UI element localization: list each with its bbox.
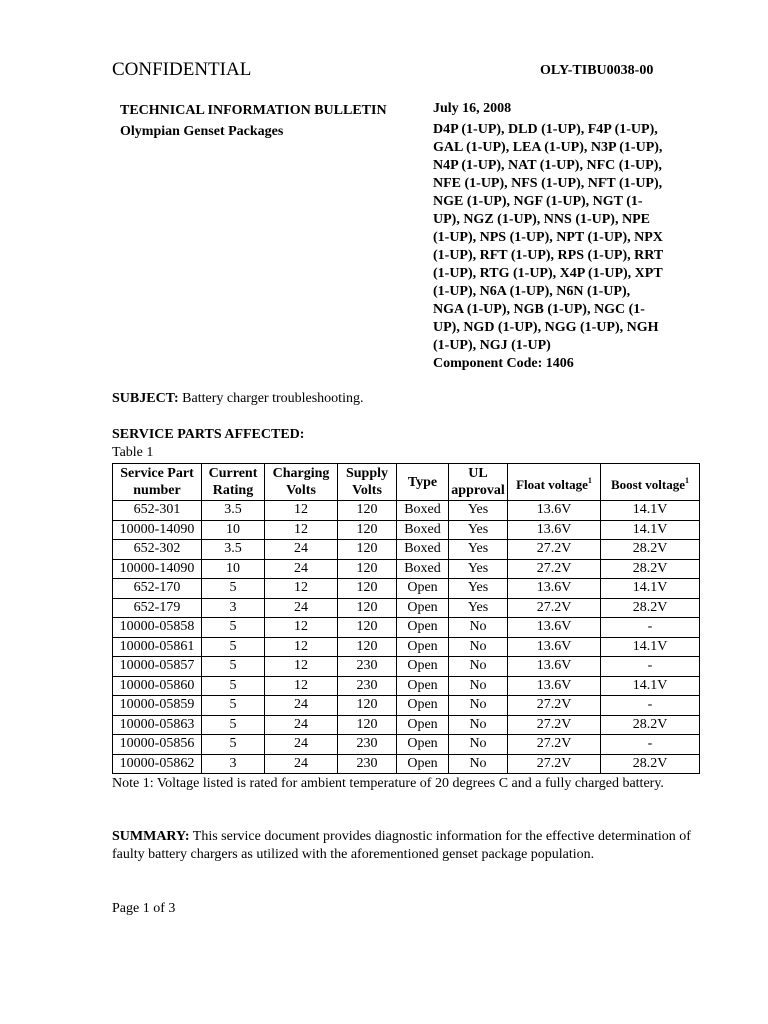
service-parts-heading: SERVICE PARTS AFFECTED: [112, 427, 305, 442]
cell-type: Open [397, 715, 449, 735]
model-line: GAL (1-UP), LEA (1-UP), N3P (1-UP), [433, 140, 663, 155]
header-type: Type [397, 464, 449, 501]
table-caption: Table 1 [112, 445, 154, 460]
header-float-voltage: Float voltage$^1$ [508, 464, 601, 501]
cell-current-rating: 3.5 [202, 540, 265, 560]
cell-supply-volts: 230 [338, 735, 397, 755]
cell-current-rating: 5 [202, 676, 265, 696]
subject-label: SUBJECT: [112, 391, 179, 406]
model-line: (1-UP), N6A (1-UP), N6N (1-UP), [433, 284, 631, 299]
model-line: (1-UP), NPS (1-UP), NPT (1-UP), NPX [433, 230, 663, 245]
model-line: NFE (1-UP), NFS (1-UP), NFT (1-UP), [433, 176, 663, 191]
cell-service-part-number: 10000-05863 [113, 715, 202, 735]
cell-current-rating: 5 [202, 657, 265, 677]
cell-charging-volts: 12 [265, 657, 338, 677]
cell-type: Open [397, 579, 449, 599]
header-boost-voltage: Boost voltage$^1$ [601, 464, 700, 501]
table-row [113, 540, 700, 560]
bulletin-title: TECHNICAL INFORMATION BULLETIN [120, 103, 387, 118]
table-row [113, 520, 700, 540]
cell-float-voltage: 13.6V [508, 501, 601, 521]
cell-service-part-number: 10000-05862 [113, 754, 202, 774]
cell-ul-approval: No [449, 637, 508, 657]
cell-supply-volts: 120 [338, 540, 397, 560]
cell-supply-volts: 120 [338, 559, 397, 579]
cell-type: Open [397, 676, 449, 696]
header-service-part: Service Part number [113, 464, 202, 501]
cell-service-part-number: 10000-05858 [113, 618, 202, 638]
cell-float-voltage: 13.6V [508, 618, 601, 638]
table-row [113, 618, 700, 638]
cell-service-part-number: 10000-05859 [113, 696, 202, 716]
model-line: UP), NGZ (1-UP), NNS (1-UP), NPE [433, 212, 650, 227]
cell-float-voltage: 27.2V [508, 559, 601, 579]
table-header-row [113, 464, 700, 501]
cell-supply-volts: 120 [338, 520, 397, 540]
cell-boost-voltage: - [601, 657, 700, 677]
model-line: D4P (1-UP), DLD (1-UP), F4P (1-UP), [433, 122, 658, 137]
cell-current-rating: 10 [202, 559, 265, 579]
bulletin-subtitle: Olympian Genset Packages [120, 124, 284, 139]
table-row [113, 696, 700, 716]
summary-label: SUMMARY: [112, 829, 190, 844]
cell-supply-volts: 120 [338, 579, 397, 599]
table-row [113, 676, 700, 696]
table-row [113, 735, 700, 755]
cell-ul-approval: No [449, 754, 508, 774]
cell-current-rating: 5 [202, 696, 265, 716]
cell-boost-voltage: 14.1V [601, 579, 700, 599]
cell-boost-voltage: 28.2V [601, 540, 700, 560]
model-line: (1-UP), RTG (1-UP), X4P (1-UP), XPT [433, 266, 663, 281]
cell-supply-volts: 120 [338, 696, 397, 716]
cell-current-rating: 3.5 [202, 501, 265, 521]
summary-paragraph [112, 828, 702, 864]
cell-charging-volts: 24 [265, 540, 338, 560]
cell-supply-volts: 230 [338, 676, 397, 696]
cell-current-rating: 5 [202, 618, 265, 638]
cell-ul-approval: Yes [449, 520, 508, 540]
cell-current-rating: 5 [202, 715, 265, 735]
cell-ul-approval: Yes [449, 540, 508, 560]
cell-float-voltage: 13.6V [508, 676, 601, 696]
cell-type: Open [397, 657, 449, 677]
cell-boost-voltage: - [601, 618, 700, 638]
cell-float-voltage: 13.6V [508, 520, 601, 540]
model-line: (1-UP), NGJ (1-UP) [433, 338, 551, 353]
cell-boost-voltage: 28.2V [601, 598, 700, 618]
header-charging-volts: Charging Volts [265, 464, 338, 501]
cell-boost-voltage: - [601, 735, 700, 755]
cell-charging-volts: 12 [265, 501, 338, 521]
cell-float-voltage: 13.6V [508, 657, 601, 677]
cell-ul-approval: Yes [449, 559, 508, 579]
cell-service-part-number: 10000-14090 [113, 559, 202, 579]
cell-ul-approval: No [449, 735, 508, 755]
cell-ul-approval: Yes [449, 579, 508, 599]
cell-ul-approval: No [449, 715, 508, 735]
cell-service-part-number: 10000-05856 [113, 735, 202, 755]
table-row [113, 754, 700, 774]
cell-float-voltage: 27.2V [508, 715, 601, 735]
table-row [113, 501, 700, 521]
cell-current-rating: 5 [202, 579, 265, 599]
cell-supply-volts: 120 [338, 598, 397, 618]
subject-text: Battery charger troubleshooting. [178, 391, 364, 406]
cell-type: Boxed [397, 520, 449, 540]
cell-service-part-number: 10000-05860 [113, 676, 202, 696]
cell-charging-volts: 24 [265, 735, 338, 755]
cell-supply-volts: 230 [338, 657, 397, 677]
cell-ul-approval: No [449, 618, 508, 638]
cell-service-part-number: 652-301 [113, 501, 202, 521]
cell-charging-volts: 12 [265, 618, 338, 638]
cell-float-voltage: 27.2V [508, 735, 601, 755]
bulletin-heading [120, 100, 387, 142]
cell-type: Boxed [397, 540, 449, 560]
cell-boost-voltage: 28.2V [601, 754, 700, 774]
cell-service-part-number: 652-179 [113, 598, 202, 618]
page-number: Page 1 of 3 [112, 901, 176, 916]
cell-float-voltage: 13.6V [508, 637, 601, 657]
cell-charging-volts: 12 [265, 676, 338, 696]
cell-boost-voltage: 14.1V [601, 676, 700, 696]
cell-supply-volts: 120 [338, 637, 397, 657]
cell-current-rating: 10 [202, 520, 265, 540]
cell-boost-voltage: 14.1V [601, 637, 700, 657]
cell-current-rating: 5 [202, 637, 265, 657]
cell-service-part-number: 10000-14090 [113, 520, 202, 540]
cell-charging-volts: 12 [265, 637, 338, 657]
cell-current-rating: 3 [202, 598, 265, 618]
service-parts-table [112, 463, 700, 774]
header-ul-approval: UL approval [449, 464, 508, 501]
cell-supply-volts: 120 [338, 501, 397, 521]
cell-boost-voltage: 28.2V [601, 559, 700, 579]
cell-type: Open [397, 598, 449, 618]
model-list [433, 121, 703, 355]
cell-supply-volts: 230 [338, 754, 397, 774]
table-row [113, 715, 700, 735]
cell-service-part-number: 652-170 [113, 579, 202, 599]
cell-supply-volts: 120 [338, 618, 397, 638]
table-row [113, 579, 700, 599]
cell-type: Open [397, 754, 449, 774]
cell-service-part-number: 10000-05861 [113, 637, 202, 657]
cell-charging-volts: 12 [265, 520, 338, 540]
cell-boost-voltage: 14.1V [601, 520, 700, 540]
cell-current-rating: 3 [202, 754, 265, 774]
cell-type: Boxed [397, 559, 449, 579]
table-row [113, 657, 700, 677]
table-row [113, 559, 700, 579]
table-note: Note 1: Voltage listed is rated for ambient temperature of 20 degrees C and a fully charged battery. [112, 776, 664, 791]
model-line: UP), NGD (1-UP), NGG (1-UP), NGH [433, 320, 659, 335]
cell-type: Boxed [397, 501, 449, 521]
model-line: NGE (1-UP), NGF (1-UP), NGT (1- [433, 194, 643, 209]
cell-type: Open [397, 618, 449, 638]
cell-boost-voltage: 28.2V [601, 715, 700, 735]
cell-ul-approval: Yes [449, 598, 508, 618]
cell-type: Open [397, 637, 449, 657]
cell-service-part-number: 10000-05857 [113, 657, 202, 677]
summary-text: This service document provides diagnostic information for the effective determination of faulty battery chargers as utilized with the aforementioned genset package population. [112, 829, 691, 862]
component-code: Component Code: 1406 [433, 356, 574, 371]
cell-float-voltage: 27.2V [508, 540, 601, 560]
cell-charging-volts: 24 [265, 598, 338, 618]
cell-ul-approval: No [449, 657, 508, 677]
cell-charging-volts: 24 [265, 559, 338, 579]
cell-ul-approval: No [449, 676, 508, 696]
cell-float-voltage: 27.2V [508, 598, 601, 618]
bulletin-models [433, 100, 703, 373]
table-row [113, 598, 700, 618]
document-id: OLY-TIBU0038-00 [540, 63, 654, 78]
header-supply-volts: Supply Volts [338, 464, 397, 501]
header-current-rating: Current Rating [202, 464, 265, 501]
cell-ul-approval: No [449, 696, 508, 716]
cell-supply-volts: 120 [338, 715, 397, 735]
cell-charging-volts: 12 [265, 579, 338, 599]
table-row [113, 637, 700, 657]
cell-charging-volts: 24 [265, 696, 338, 716]
model-line: N4P (1-UP), NAT (1-UP), NFC (1-UP), [433, 158, 662, 173]
cell-charging-volts: 24 [265, 754, 338, 774]
model-line: NGA (1-UP), NGB (1-UP), NGC (1- [433, 302, 645, 317]
cell-float-voltage: 27.2V [508, 754, 601, 774]
cell-type: Open [397, 696, 449, 716]
cell-boost-voltage: 14.1V [601, 501, 700, 521]
bulletin-date: July 16, 2008 [433, 101, 512, 116]
cell-float-voltage: 27.2V [508, 696, 601, 716]
cell-float-voltage: 13.6V [508, 579, 601, 599]
cell-current-rating: 5 [202, 735, 265, 755]
subject-line [112, 391, 363, 407]
confidential-label: CONFIDENTIAL [112, 59, 252, 80]
cell-ul-approval: Yes [449, 501, 508, 521]
cell-charging-volts: 24 [265, 715, 338, 735]
cell-type: Open [397, 735, 449, 755]
cell-service-part-number: 652-302 [113, 540, 202, 560]
model-line: (1-UP), RFT (1-UP), RPS (1-UP), RRT [433, 248, 664, 263]
cell-boost-voltage: - [601, 696, 700, 716]
